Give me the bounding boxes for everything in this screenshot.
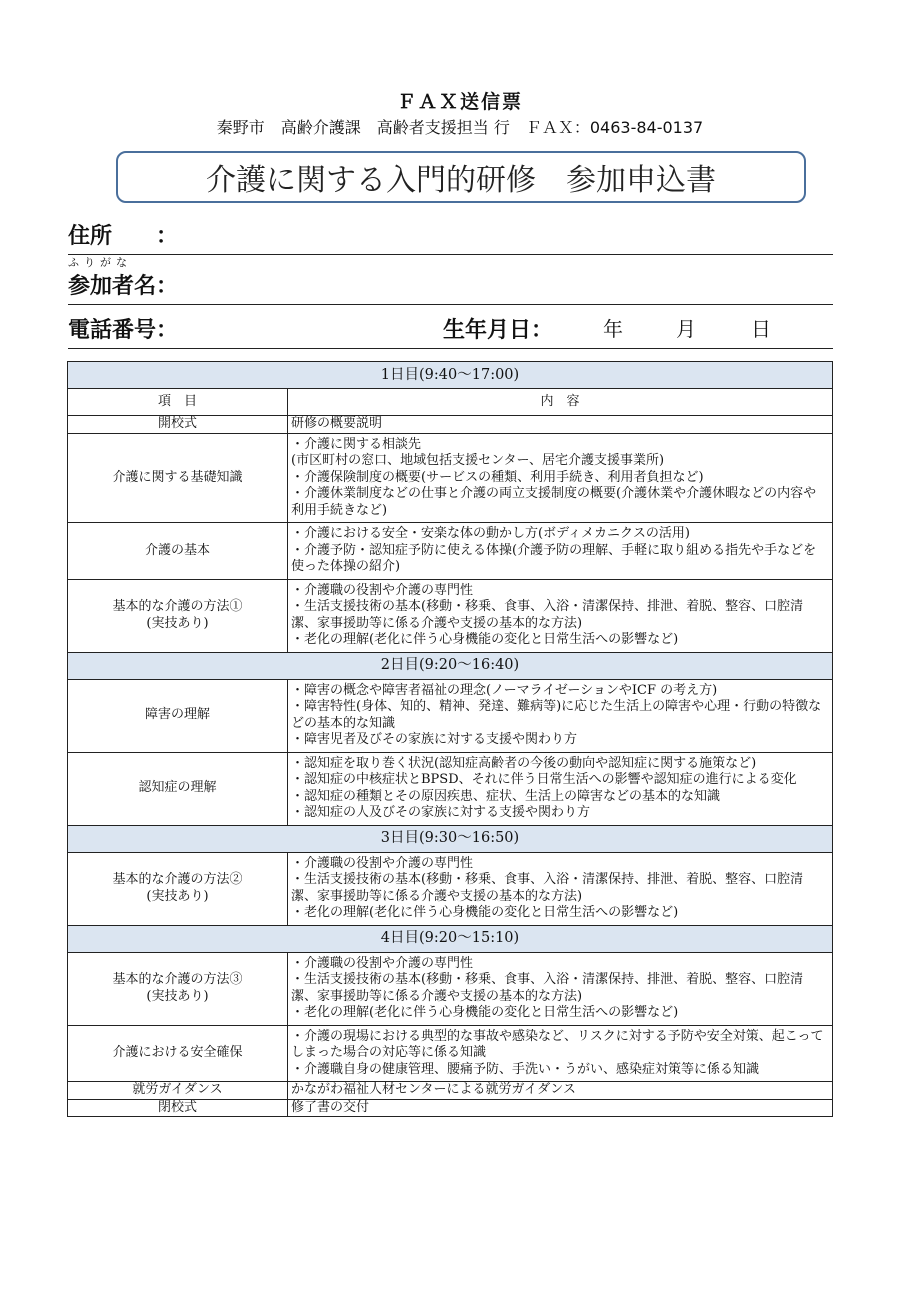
day-header-row	[68, 925, 833, 952]
content-cell	[288, 679, 833, 752]
content-cell	[288, 579, 833, 652]
content-cell	[288, 523, 833, 580]
day-header: 2日目(9:20〜16:40)	[68, 652, 833, 679]
cell-line: ・介護における安全・安楽な体の動かし方(ボディメカニクスの活用)	[291, 526, 690, 541]
birth-year-unit: 年	[603, 317, 623, 341]
cell-line: 基本的な介護の方法②	[112, 872, 243, 887]
cell-line: (実技あり)	[146, 888, 209, 904]
cell-line: ・介護休業制度などの仕事と介護の両立支援制度の概要(介護休業や介護休暇などの内容や利用手続きなど)	[291, 486, 817, 518]
table-row	[68, 1082, 833, 1100]
item-cell	[68, 433, 288, 523]
item-cell	[68, 523, 288, 580]
content-cell	[288, 952, 833, 1025]
table-row	[68, 523, 833, 580]
table-row	[68, 852, 833, 925]
table-row	[68, 679, 833, 752]
day-header: 3日目(9:30〜16:50)	[68, 825, 833, 852]
cell-line: 開校式	[157, 416, 197, 431]
phone-field[interactable]	[68, 312, 833, 349]
cell-line: 介護の基本	[144, 542, 210, 558]
item-cell	[68, 416, 288, 434]
item-cell	[68, 852, 288, 925]
cell-line: 介護に関する基礎知識	[112, 469, 243, 485]
table-row	[68, 433, 833, 523]
content-cell	[288, 1099, 833, 1117]
fax-destination: 秦野市 高齢介護課 高齢者支援担当 行 ＦＡＸ：0463-84-0137	[216, 118, 704, 137]
cell-line: 認知症の理解	[138, 780, 217, 796]
column-header-item: 項 目	[68, 389, 288, 416]
cell-line: 介護における安全確保	[112, 1045, 243, 1060]
content-cell	[288, 433, 833, 523]
furigana-label: ふりがな	[68, 256, 132, 269]
table-row	[68, 1099, 833, 1117]
item-cell	[68, 952, 288, 1025]
content-cell	[288, 752, 833, 825]
birth-day-unit: 日	[751, 317, 771, 341]
address-field[interactable]	[68, 218, 833, 255]
table-row	[68, 416, 833, 434]
cell-line: ・認知症の人及びその家族に対する支援や関わり方	[291, 805, 591, 820]
column-header-row	[68, 389, 833, 416]
content-cell	[288, 852, 833, 925]
cell-line: ・認知症の種類とその原因疾患、症状、生活上の障害などの基本的な知識	[291, 788, 721, 804]
cell-line: 基本的な介護の方法①	[112, 599, 243, 614]
cell-line: ・生活支援技術の基本(移動・移乗、食事、入浴・清潔保持、排泄、着脱、整容、口腔清潔、家事援助等に係る介護や支援の基本的な方法)	[291, 872, 804, 904]
cell-line: 修了書の交付	[291, 1099, 370, 1115]
cell-line: ・生活支援技術の基本(移動・移乗、食事、入浴・清潔保持、排泄、着脱、整容、口腔清潔、家事援助等に係る介護や支援の基本的な方法)	[291, 599, 804, 631]
cell-line: (市区町村の窓口、地域包括支援センター、居宅介護支援事業所)	[291, 453, 665, 468]
form-title: 介護に関する入門的研修 参加申込書	[116, 151, 806, 203]
fax-title: ＦＡＸ送信票	[396, 91, 523, 113]
day-header-row	[68, 652, 833, 679]
cell-line: ・老化の理解(老化に伴う心身機能の変化と日常生活への影響など)	[291, 1005, 679, 1020]
cell-line: (実技あり)	[146, 615, 209, 631]
cell-line: ・障害特性(身体、知的、精神、発達、難病等)に応じた生活上の障害や心理・行動の特徴などの基本的な知識	[291, 699, 822, 731]
cell-line: ・認知症を取り巻く状況(認知症高齢者の今後の動向や認知症に関する施策など)	[291, 755, 757, 771]
address-label: 住所 ：	[68, 224, 179, 249]
day-header-row	[68, 362, 833, 389]
cell-line: 研修の概要説明	[291, 416, 383, 431]
content-cell	[288, 416, 833, 434]
phone-label: 電話番号：	[68, 318, 179, 343]
cell-line: 閉校式	[157, 1099, 197, 1115]
item-cell	[68, 679, 288, 752]
cell-line: ・老化の理解(老化に伴う心身機能の変化と日常生活への影響など)	[291, 905, 679, 920]
cell-line: 基本的な介護の方法③	[112, 972, 243, 987]
participant-name-label: 参加者名：	[68, 274, 179, 299]
cell-line: ・老化の理解(老化に伴う心身機能の変化と日常生活への影響など)	[291, 632, 679, 647]
cell-line: 就労ガイダンス	[132, 1082, 223, 1097]
day-header: 4日目(9:20〜15:10)	[68, 925, 833, 952]
birthdate-label: 生年月日：	[443, 318, 554, 343]
item-cell	[68, 752, 288, 825]
item-cell	[68, 1099, 288, 1117]
cell-line: (実技あり)	[146, 988, 209, 1004]
table-row	[68, 952, 833, 1025]
cell-line: ・障害児者及びその家族に対する支援や関わり方	[291, 732, 578, 747]
column-header-content: 内 容	[288, 389, 833, 416]
cell-line: ・生活支援技術の基本(移動・移乗、食事、入浴・清潔保持、排泄、着脱、整容、口腔清潔、家事援助等に係る介護や支援の基本的な方法)	[291, 972, 804, 1004]
content-cell	[288, 1082, 833, 1100]
item-cell	[68, 1025, 288, 1082]
cell-line: ・介護の現場における典型的な事故や感染など、リスクに対する予防や安全対策、起こってしまった場合の対応等に係る知識	[291, 1028, 824, 1060]
cell-line: かながわ福祉人材センターによる就労ガイダンス	[291, 1082, 576, 1097]
cell-line: ・障害の概念や障害者福祉の理念(ノーマライゼーションやICF の考え方)	[291, 682, 718, 698]
schedule-table	[67, 361, 833, 1117]
day-header: 1日目(9:40〜17:00)	[68, 362, 833, 389]
cell-line: ・介護保険制度の概要(サービスの種類、利用手続き、利用者負担など)	[291, 469, 704, 485]
participant-name-field[interactable]	[68, 268, 833, 305]
item-cell	[68, 579, 288, 652]
table-row	[68, 752, 833, 825]
content-cell	[288, 1025, 833, 1082]
cell-line: ・介護職の役割や介護の専門性	[291, 582, 474, 598]
day-header-row	[68, 825, 833, 852]
cell-line: ・介護職自身の健康管理、腰痛予防、手洗い・うがい、感染症対策等に係る知識	[291, 1061, 760, 1077]
item-cell	[68, 1082, 288, 1100]
birth-month-unit: 月	[676, 317, 696, 341]
cell-line: ・介護予防・認知症予防に使える体操(介護予防の理解、手軽に取り組める指先や手などを使った体操の紹介)	[291, 542, 817, 574]
cell-line: ・介護職の役割や介護の専門性	[291, 855, 474, 871]
cell-line: ・介護職の役割や介護の専門性	[291, 955, 474, 971]
cell-line: ・介護に関する相談先	[291, 436, 422, 452]
cell-line: ・認知症の中核症状とBPSD、それに伴う日常生活への影響や認知症の進行による変化	[291, 772, 797, 787]
cell-line: 障害の理解	[144, 707, 210, 723]
table-row	[68, 1025, 833, 1082]
table-row	[68, 579, 833, 652]
